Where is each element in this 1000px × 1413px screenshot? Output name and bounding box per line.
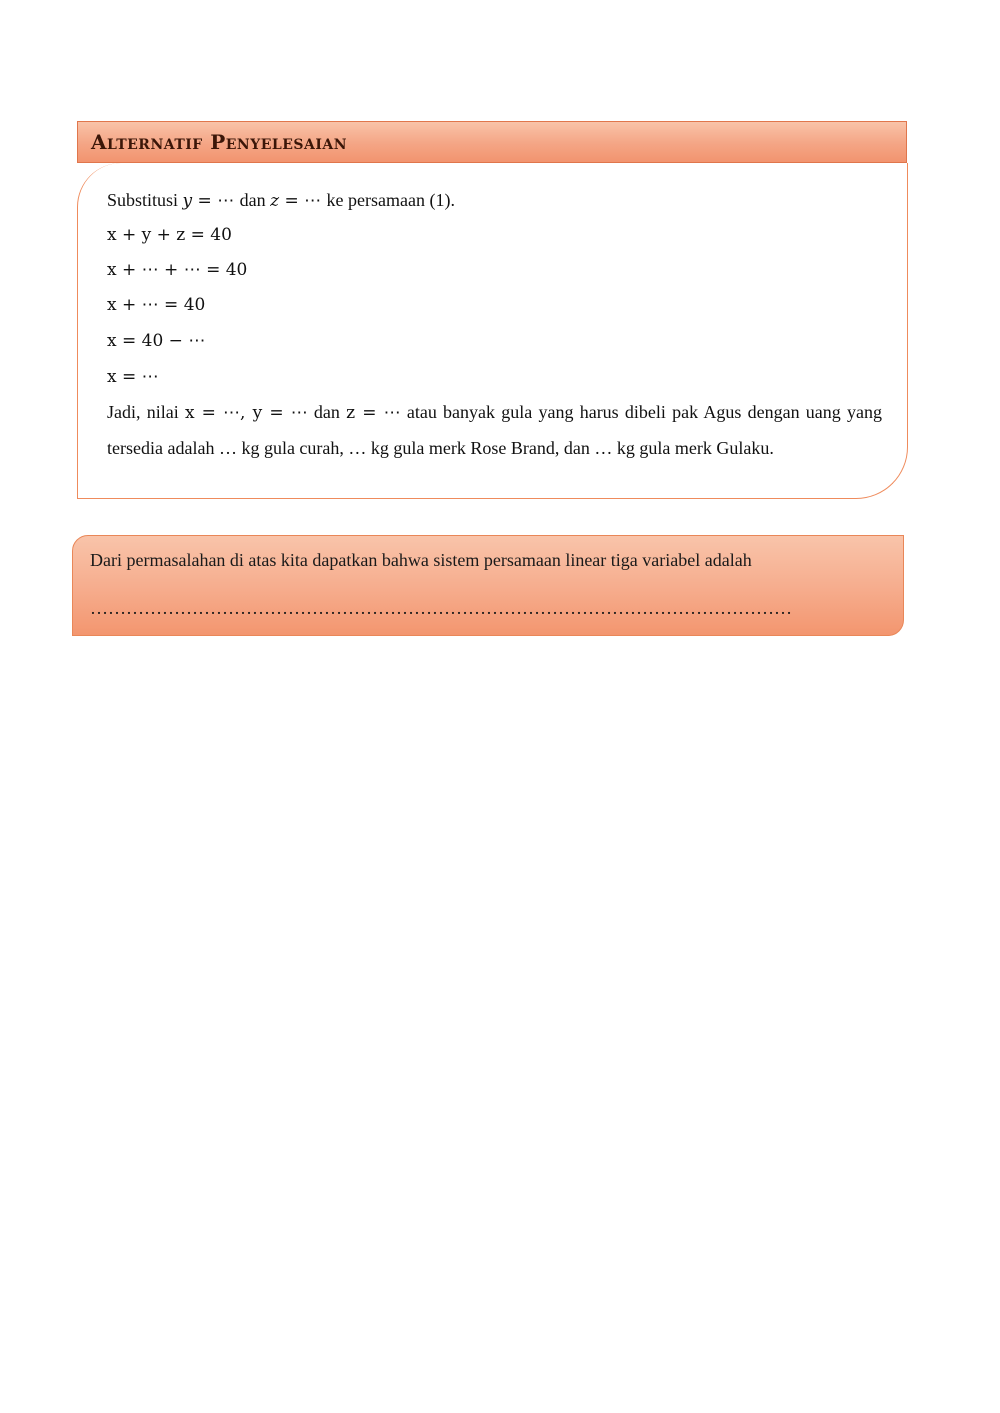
summary-text: Dari permasalahan di atas kita dapatkan bahwa sistem persamaan linear tiga variabel adalah <box>90 550 752 570</box>
equation-5: x = ⋯ <box>107 367 159 387</box>
equation-3: x + ⋯ = 40 <box>107 295 206 315</box>
answer-blank[interactable]: ……………………………………………………………………………………………………… <box>90 598 792 618</box>
equation-2: x + ⋯ + ⋯ = 40 <box>107 260 248 280</box>
section-title: Alternatif Penyelesaian <box>91 130 348 154</box>
substitution-intro: Substitusi y = ⋯ dan z = ⋯ ke persamaan (1). <box>107 190 455 211</box>
equation-4: x = 40 − ⋯ <box>107 331 206 351</box>
equation-1: x + y + z = 40 <box>107 225 232 245</box>
section-header <box>77 121 907 163</box>
summary-box <box>72 535 904 636</box>
conclusion-paragraph: Jadi, nilai x = ⋯, y = ⋯ dan z = ⋯ atau banyak gula yang harus dibeli pak Agus dengan uang yang tersedia adalah … kg gula curah, … kg gula merk Rose Brand, dan … kg gula merk Gulaku. <box>107 402 883 458</box>
